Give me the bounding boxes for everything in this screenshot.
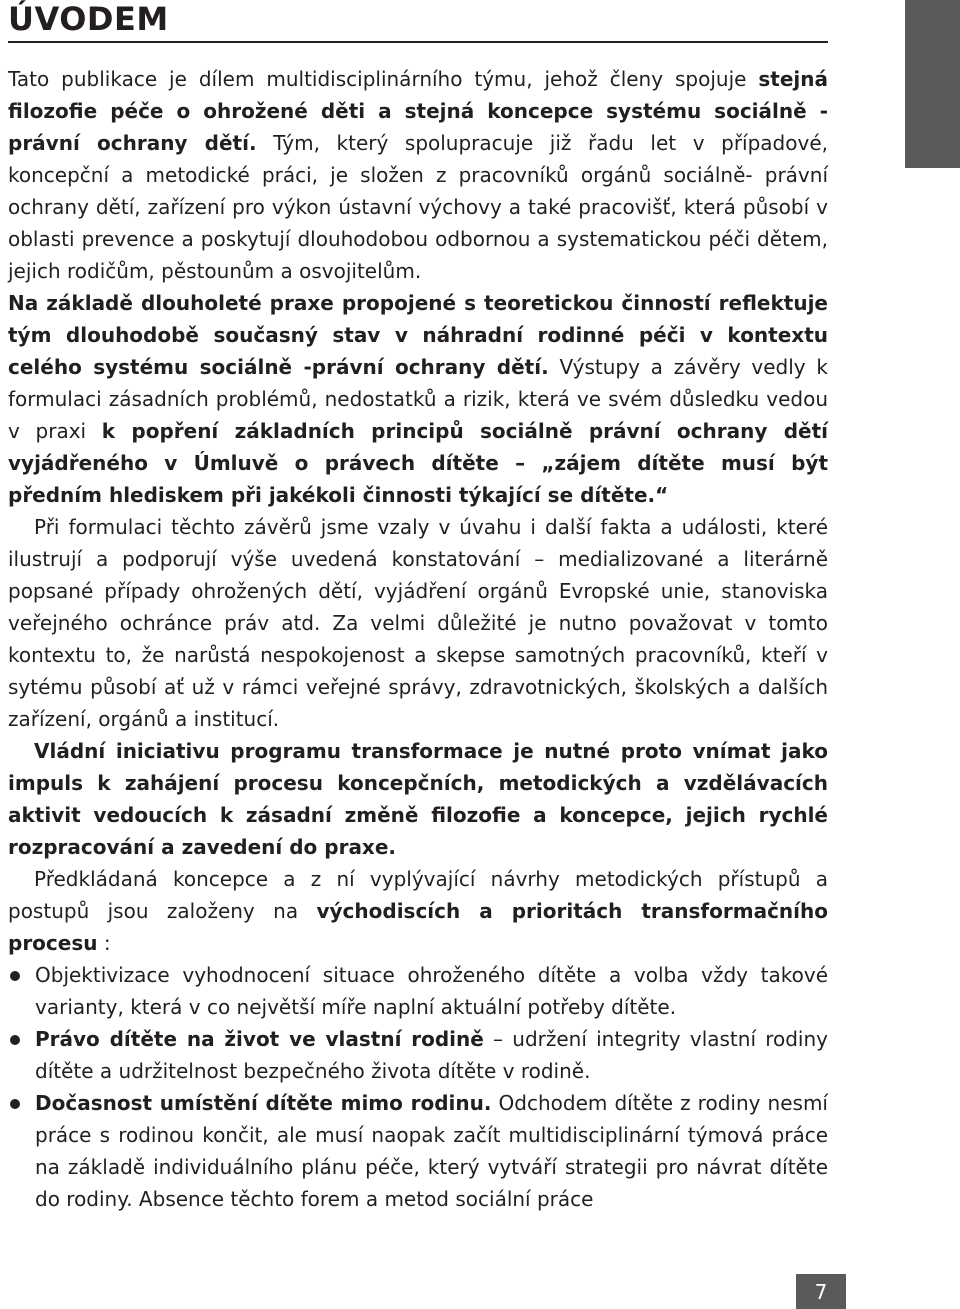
document-body — [8, 63, 828, 1215]
bold-text: Dočasnost umístění dítěte mimo rodinu. — [35, 1091, 492, 1115]
bold-text: východiscích a prioritách transformačního procesu — [8, 899, 828, 955]
bold-text: stejná filozofie péče o ohrožené děti a stejná koncepce systému sociálně -právní ochrany dětí. — [8, 67, 828, 155]
list-item — [8, 1023, 828, 1087]
heading-rule — [8, 41, 828, 43]
text: Výstupy a závěry vedly k formulaci zásadních problémů, nedostatků a rizik, která ve svém důsledku vedou v praxi — [8, 355, 828, 443]
paragraph-reflection — [8, 287, 828, 511]
text: Objektivizace vyhodnocení situace ohroženého dítěte a volba vždy takové varianty, která v co největší míře naplní aktuální potřeby dítěte. — [35, 963, 828, 1019]
paragraph-intro — [8, 63, 828, 287]
paragraph-concept — [8, 863, 828, 959]
paragraph-initiative — [8, 735, 828, 863]
text: Při formulaci těchto závěrů jsme vzaly v úvahu i další fakta a události, které ilustrují a podporují výše uvedená konstatování – medializované a literárně popsané případy ohrožených dětí, vyjádření orgánů Evropské unie, stanoviska veřejného ochránce práv atd. Za velmi důležité je nutno považovat v tomto kontextu to, že narůstá nespokojenost a skepse samotných pracovníků, kteří v sytému působí ať už v rámci veřejné správy, zdravotnických, školských a dalších zařízení, orgánů a institucí. — [8, 515, 828, 731]
bullet-icon — [10, 1099, 20, 1109]
page-number: 7 — [796, 1274, 846, 1309]
bullet-icon — [10, 1035, 20, 1045]
page-heading: ÚVODEM — [8, 0, 169, 38]
bullet-icon — [10, 971, 20, 981]
bold-text: k popření základních principů sociálně právní ochrany dětí vyjádřeného v Úmluvě o právech dítěte – „zájem dítěte musí být předním hlediskem při jakékoli činnosti týkající se dítěte.“ — [8, 419, 828, 507]
list-item — [8, 959, 828, 1023]
bold-text: Vládní iniciativu programu transformace je nutné proto vnímat jako impuls k zahájení procesu koncepčních, metodických a vzdělávacích aktivit vedoucích k zásadní změně filozofie a koncepce, jejich rychlé rozpracování a zavedení do praxe. — [8, 739, 828, 859]
paragraph-facts — [8, 511, 828, 735]
priority-list — [8, 959, 828, 1215]
bold-text: Na základě dlouholeté praxe propojené s teoretickou činností reflektuje tým dlouhodobě současný stav v náhradní rodinné péči v kontextu celého systému sociálně -právní ochrany dětí. — [8, 291, 828, 379]
text: : — [97, 931, 111, 955]
text: – udržení integrity vlastní rodiny dítěte a udržitelnost bezpečného života dítěte v rodině. — [35, 1027, 828, 1083]
text: Tato publikace je dílem multidisciplinárního týmu, jehož členy spojuje — [8, 67, 759, 91]
chapter-tab-marker — [905, 0, 960, 168]
text: Tým, který spolupracuje již řadu let v případové, koncepční a metodické práci, je složen z pracovníků orgánů sociálně- právní ochrany dětí, zařízení pro výkon ústavní výchovy a také pracovišť, která působí v oblasti prevence a poskytují dlouhodobou odbornou a systematickou péči dětem, jejich rodičům, pěstounům a osvojitelům. — [8, 131, 828, 283]
bold-text: Právo dítěte na život ve vlastní rodině — [35, 1027, 484, 1051]
text: Předkládaná koncepce a z ní vyplývající návrhy metodických přístupů a postupů jsou založeny na — [8, 867, 828, 923]
text: Odchodem dítěte z rodiny nesmí práce s rodinou končit, ale musí naopak začít multidisciplinární týmová práce na základě individuálního plánu péče, který vytváří strategii pro návrat dítěte do rodiny. Absence těchto forem a metod sociální práce — [35, 1091, 828, 1211]
list-item — [8, 1087, 828, 1215]
